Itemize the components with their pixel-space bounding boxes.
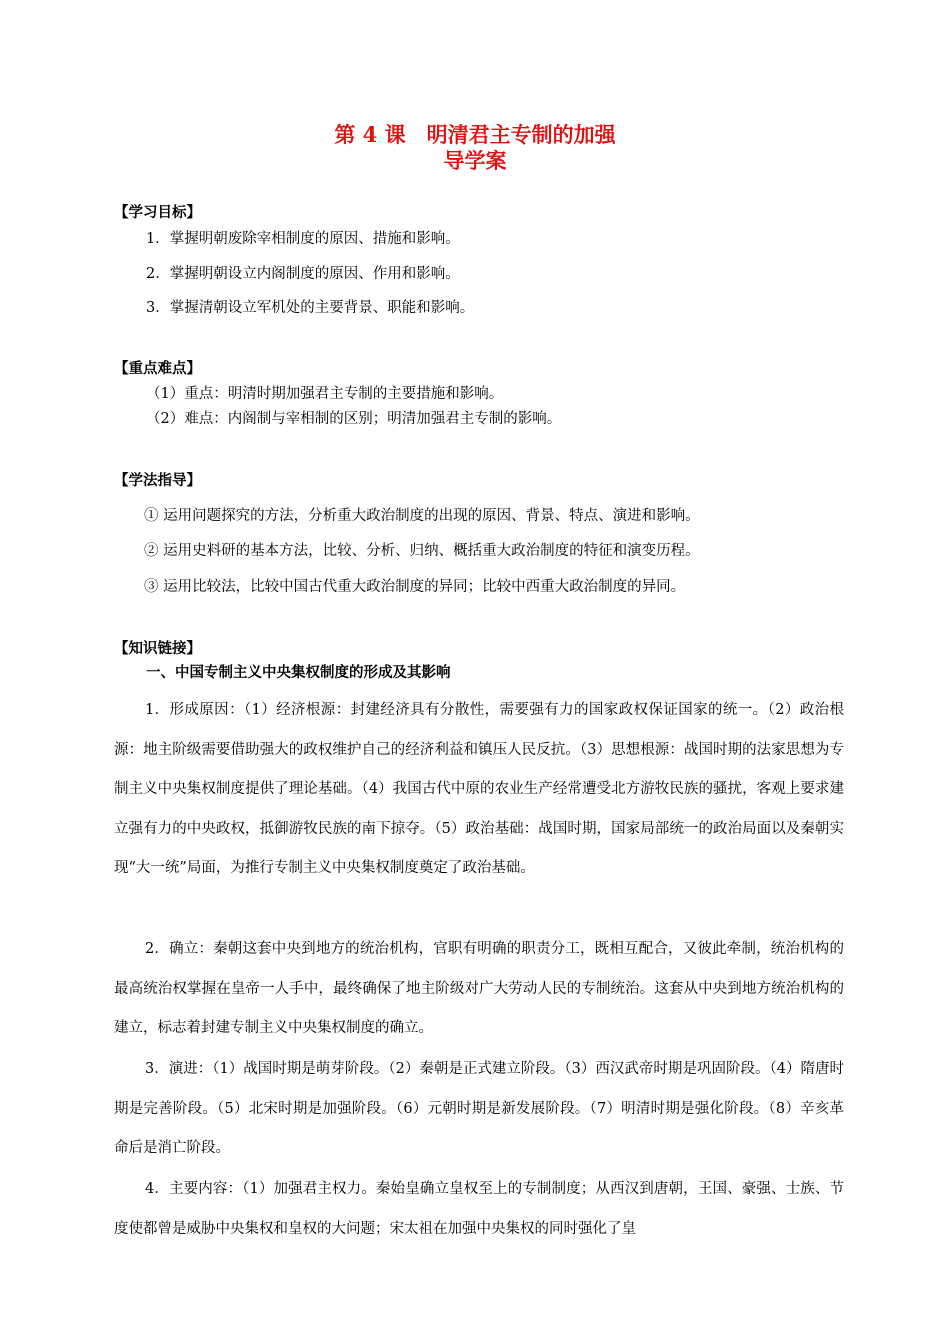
paragraph-text: 2．确立：秦朝这套中央到地方的统治机构，官职有明确的职责分工，既相互配合，又彼此牵制，统治机构的最高统治权掌握在皇帝一人手中，最终确保了地主阶级对广大劳动人民的专制统治。这套从中央到地方统治机构的建立，标志着封建专制主义中央集权制度的确立。 — [114, 941, 844, 1037]
paragraph-text: 3．演进：（1）战国时期是萌芽阶段。（2）秦朝是正式建立阶段。（3）西汉武帝时期是巩固阶段。（4）隋唐时期是完善阶段。（5）北宋时期是加强阶段。（6）元朝时期是新发展阶段。（7）明清时期是强化阶段。（8）辛亥革命后是消亡阶段。 — [114, 1061, 844, 1157]
key-point-item: （1）重点：明清时期加强君主专制的主要措施和影响。 — [146, 386, 504, 402]
method-item: ② 运用史料研的基本方法，比较、分析、归纳、概括重大政治制度的特征和演变历程。 — [144, 543, 700, 559]
paragraph-evolution — [114, 1050, 844, 1169]
key-points-heading: 【重点难点】 — [114, 361, 201, 377]
knowledge-heading: 【知识链接】 — [114, 641, 201, 657]
key-point-item: （2）难点：内阁制与宰相制的区别；明清加强君主专制的影响。 — [146, 411, 562, 427]
objective-item: 1．掌握明朝废除宰相制度的原因、措施和影响。 — [146, 231, 460, 247]
knowledge-subheading: 一、中国专制主义中央集权制度的形成及其影响 — [146, 665, 451, 681]
objective-item: 2．掌握明朝设立内阁制度的原因、作用和影响。 — [146, 266, 460, 282]
objectives-heading: 【学习目标】 — [114, 205, 201, 221]
objective-item: 3．掌握清朝设立军机处的主要背景、职能和影响。 — [146, 300, 475, 316]
method-item: ③ 运用比较法，比较中国古代重大政治制度的异同；比较中西重大政治制度的异同。 — [144, 579, 686, 595]
paragraph-content — [114, 1170, 844, 1249]
method-item: ① 运用问题探究的方法，分析重大政治制度的出现的原因、背景、特点、演进和影响。 — [144, 508, 700, 524]
paragraph-establishment — [114, 930, 844, 1049]
lesson-subtitle: 导学案 — [443, 148, 507, 173]
paragraph-causes — [114, 691, 844, 889]
lesson-title: 第 4 课 明清君主专制的加强 — [334, 122, 616, 147]
method-heading: 【学法指导】 — [114, 473, 201, 489]
paragraph-text: 4．主要内容：（1）加强君主权力。秦始皇确立皇权至上的专制制度；从西汉到唐朝，王国、豪强、士族、节度使都曾是威胁中央集权和皇权的大问题；宋太祖在加强中央集权的同时强化了皇 — [114, 1181, 844, 1237]
paragraph-text: 1．形成原因：（1）经济根源：封建经济具有分散性，需要强有力的国家政权保证国家的统一。（2）政治根源：地主阶级需要借助强大的政权维护自己的经济利益和镇压人民反抗。（3）思想根源：战国时期的法家思想为专制主义中央集权制度提供了理论基础。（4）我国古代中原的农业生产经常遭受北方游牧民族的骚扰，客观上要求建立强有力的中央政权，抵御游牧民族的南下掠夺。（5）政治基础：战国时期，国家局部统一的政治局面以及秦朝实现“大一统”局面，为推行专制主义中央集权制度奠定了政治基础。 — [114, 702, 844, 877]
